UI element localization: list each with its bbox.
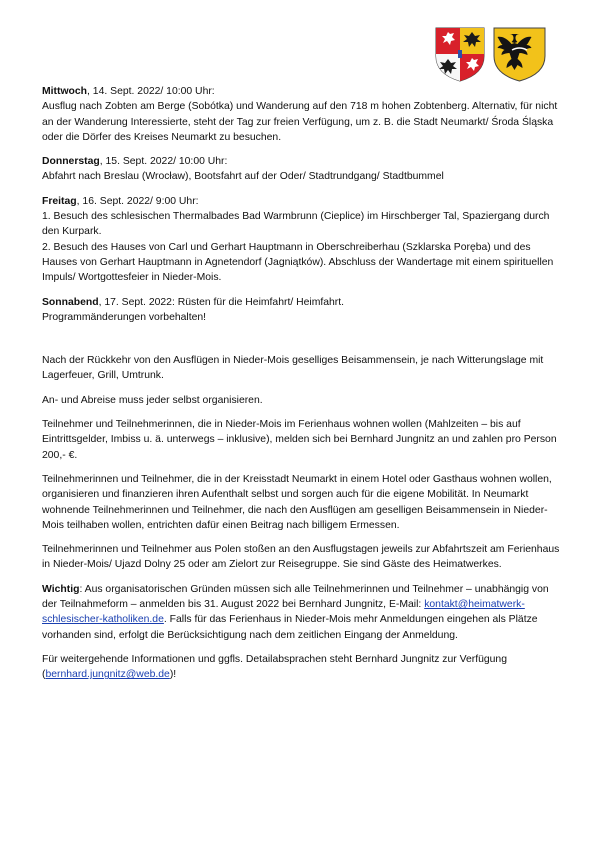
program-changes-note: Programmänderungen vorbehalten! (42, 311, 207, 323)
important-text-b: . Falls für das Ferienhaus in Nieder-Mois mehr Anmeldungen eingehen als Plätze vorhanden sind, erfolgt die Berücksichtigung nach dem zeitlichen Eingang der Anmeldung. (42, 614, 538, 641)
paragraph-holiday-house: Teilnehmer und Teilnehmerinnen, die in Nieder-Mois im Ferienhaus wohnen wollen (Mahlzeiten – bis auf Eintrittsgelder, Imbiss u. ä. unterwegs – inklusive), melden sich bei Bernhard Jungnitz an und zahlen pro Person 200,- €. (42, 419, 557, 461)
eagle-shield-icon (494, 28, 545, 81)
document-body (42, 84, 562, 692)
friday-label: Freitag (42, 195, 77, 207)
info-text-b: )! (169, 669, 177, 681)
important-text-a: : Aus organisatorischen Gründen müssen sich alle Teilnehmerinnen und Teilnehmer – unabhängig von der Teilnahmeform – anmelden bis 31. August 2022 bei Bernhard Jungnitz, E-Mail: (42, 583, 549, 611)
spacer (42, 325, 562, 353)
wednesday-text: Ausflug nach Zobten am Berge (Sobótka) und Wanderung auf den 718 m hohen Zobtenberg. Alternativ, für nicht an der Wanderung Interessierte, steht der Tag zur freien Verfügung, um z. B. die Stadt Neumarkt/ Środa Śląska oder die Dörfer des Kreises Neumarkt zu besuchen. (42, 101, 558, 143)
friday-text-2: 2. Besuch des Hauses von Carl und Gerhart Hauptmann in Oberschreiberhau (Szklarska Poręba) und des Hauses von Gerhart Hauptmann in Agnetendorf (Jagniątków). Abschluss der Wandertage mit einem spirituellen Impuls/ Wortgottesfeier in Nieder-Mois. (42, 241, 554, 284)
saturday-date: , 17. Sept. 2022: Rüsten für die Heimfahrt/ Heimfahrt. (98, 296, 345, 308)
paragraph-important (42, 582, 562, 643)
wednesday-date: , 14. Sept. 2022/ 10:00 Uhr: (87, 86, 215, 97)
saturday-entry (42, 295, 562, 326)
thursday-text: Abfahrt nach Breslau (Wrocław), Bootsfahrt auf der Oder/ Stadtrundgang/ Stadtbummel (42, 171, 444, 183)
friday-text-1: 1. Besuch des schlesischen Thermalbades Bad Warmbrunn (Cieplice) im Hirschberger Tal, Spaziergang durch den Kurpark. (42, 211, 550, 238)
important-label: Wichtig (42, 583, 80, 595)
coats-of-arms (433, 26, 548, 82)
wednesday-entry (42, 84, 562, 145)
saturday-label: Sonnabend (42, 296, 99, 308)
quartered-shield-icon (436, 28, 484, 81)
paragraph-poland: Teilnehmerinnen und Teilnehmer aus Polen stoßen an den Ausflugstagen jeweils zur Abfahrtszeit am Ferienhaus in Nieder-Mois/ Ujazd Dolny 25 oder am Zielort zur Reisegruppe. Sie sind Gäste des Heimatwerkes. (42, 544, 560, 571)
jungnitz-email-link[interactable]: bernhard.jungnitz@web.de (45, 669, 170, 681)
thursday-date: , 15. Sept. 2022/ 10:00 Uhr: (99, 156, 228, 168)
wednesday-label: Mittwoch (42, 86, 88, 97)
thursday-label: Donnerstag (42, 156, 100, 168)
paragraph-neumarkt: Teilnehmerinnen und Teilnehmer, die in der Kreisstadt Neumarkt in einem Hotel oder Gasthaus wohnen wollen, organisieren und finanzieren ihren Aufenthalt selbst und sorgen auch für die eigene Mobilität. In Neumarkt wohnende Teilnehmerinnen und Teilnehmer, die nach den Ausflügen am geselligen Beisammensein in Nieder-Mois teilhaben wollen, entrichten dafür einen Beitrag nach billigem Ermessen. (42, 473, 552, 531)
paragraph-info (42, 652, 562, 683)
paragraph-evening: Nach der Rückkehr von den Ausflügen in Nieder-Mois geselliges Beisammensein, je nach Witterungslage mit Lagerfeuer, Grill, Umtrunk. (42, 355, 544, 382)
paragraph-travel: An- und Abreise muss jeder selbst organisieren. (42, 394, 263, 406)
friday-entry (42, 194, 562, 286)
contact-email-link[interactable]: kontakt@heimatwerk-schlesischer-katholiken.de (42, 599, 525, 626)
friday-date: , 16. Sept. 2022/ 9:00 Uhr: (76, 195, 199, 207)
info-text-a: Für weitergehende Informationen und ggfls. Detailabsprachen steht Bernhard Jungnitz zur Verfügung ( (42, 653, 507, 681)
thursday-entry (42, 154, 562, 185)
